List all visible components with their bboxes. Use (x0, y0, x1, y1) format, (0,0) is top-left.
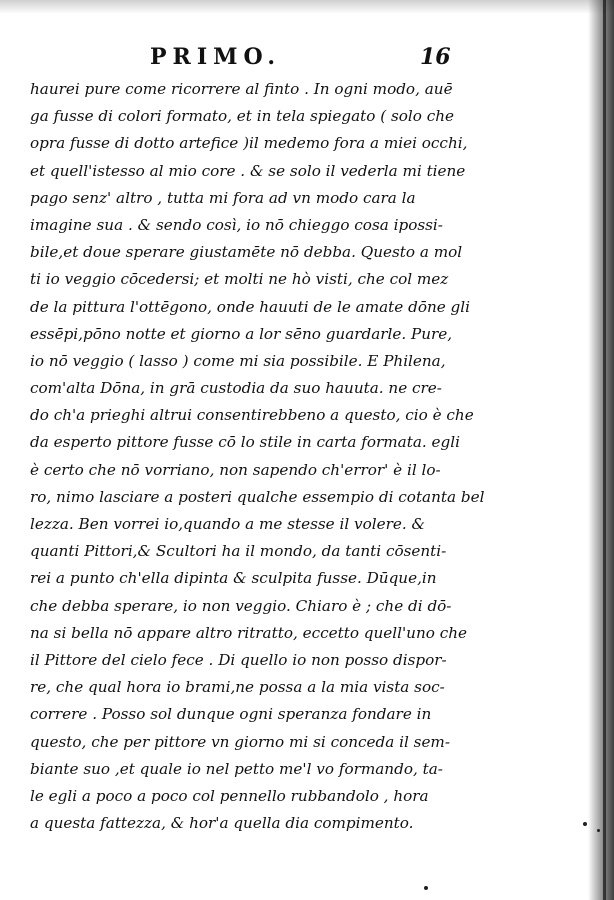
text-line: biante suo ,et quale io nel petto me'l vo formando, ta- (30, 759, 443, 778)
text-line: correre . Posso sol dunque ogni speranza fondare in (30, 705, 432, 724)
top-shadow (0, 0, 614, 14)
ink-speck (583, 822, 587, 826)
text-line: re, che qual hora io brami,ne possa a la mia vista soc- (30, 678, 445, 697)
running-title: PRIMO. (150, 44, 282, 70)
text-line: le egli a poco a poco col pennello rubbandolo , hora (30, 786, 429, 805)
text-line: io nō veggio ( lasso ) come mi sia possibile. E Philena, (30, 351, 446, 370)
text-line: da esperto pittore fusse cō lo stile in carta formata. egli (30, 433, 460, 452)
text-line: haurei pure come ricorrere al finto . In ogni modo, auē (30, 80, 453, 98)
ink-speck (597, 829, 600, 832)
text-line: che debba sperare, io non veggio. Chiaro è ; che di dō- (30, 596, 452, 615)
page-edge-shadow (588, 0, 614, 900)
ink-speck (424, 886, 428, 890)
text-line: do ch'a prieghi altrui consentirebbeno a questo, cio è che (30, 406, 474, 425)
text-line: questo, che per pittore vn giorno mi si conceda il sem- (30, 732, 450, 751)
text-line: opra fusse di dotto artefice )il medemo fora a miei occhi, (30, 134, 468, 153)
text-line: essēpi,pōno notte et giorno a lor sēno guardarle. Pure, (30, 324, 453, 343)
text-line: è certo che nō vorriano, non sapendo ch'error' è il lo- (30, 460, 441, 479)
text-line: il Pittore del cielo fece . Di quello io non posso dispor- (30, 650, 447, 669)
text-line: pago senz' altro , tutta mi fora ad vn modo cara la (30, 188, 416, 207)
text-line: bile,et doue sperare giustamēte nō debba. Questo a mol (30, 243, 463, 262)
text-line: na si bella nō appare altro ritratto, eccetto quell'uno che (30, 623, 467, 642)
text-line: imagine sua . & sendo così, io nō chieggo cosa ipossi- (30, 215, 443, 234)
text-line: com'alta Dōna, in grā custodia da suo hauuta. ne cre- (30, 379, 442, 398)
text-line: de la pittura l'ottēgono, onde hauuti de le amate dōne gli (30, 297, 470, 316)
page-edge-line (603, 0, 606, 900)
text-line: ga fusse di colori formato, et in tela spiegato ( solo che (30, 107, 455, 126)
text-line: quanti Pittori,& Scultori ha il mondo, da tanti cōsenti- (30, 542, 447, 561)
page-number: 16 (420, 44, 451, 70)
body-text (30, 76, 550, 837)
text-line: a questa fattezza, & hor'a quella dia compimento. (30, 814, 414, 833)
page-header (150, 44, 450, 74)
text-line: lezza. Ben vorrei io,quando a me stesse il volere. & (30, 515, 426, 533)
text-line: ti io veggio cōcedersi; et molti ne hò visti, che col mez (30, 270, 449, 289)
text-line: et quell'istesso al mio core . & se solo il vederla mi tiene (30, 161, 466, 180)
text-line: rei a punto ch'ella dipinta & sculpita fusse. Dūque,in (30, 569, 437, 588)
text-line: ro, nimo lasciare a posteri qualche essempio di cotanta bel (30, 487, 485, 506)
